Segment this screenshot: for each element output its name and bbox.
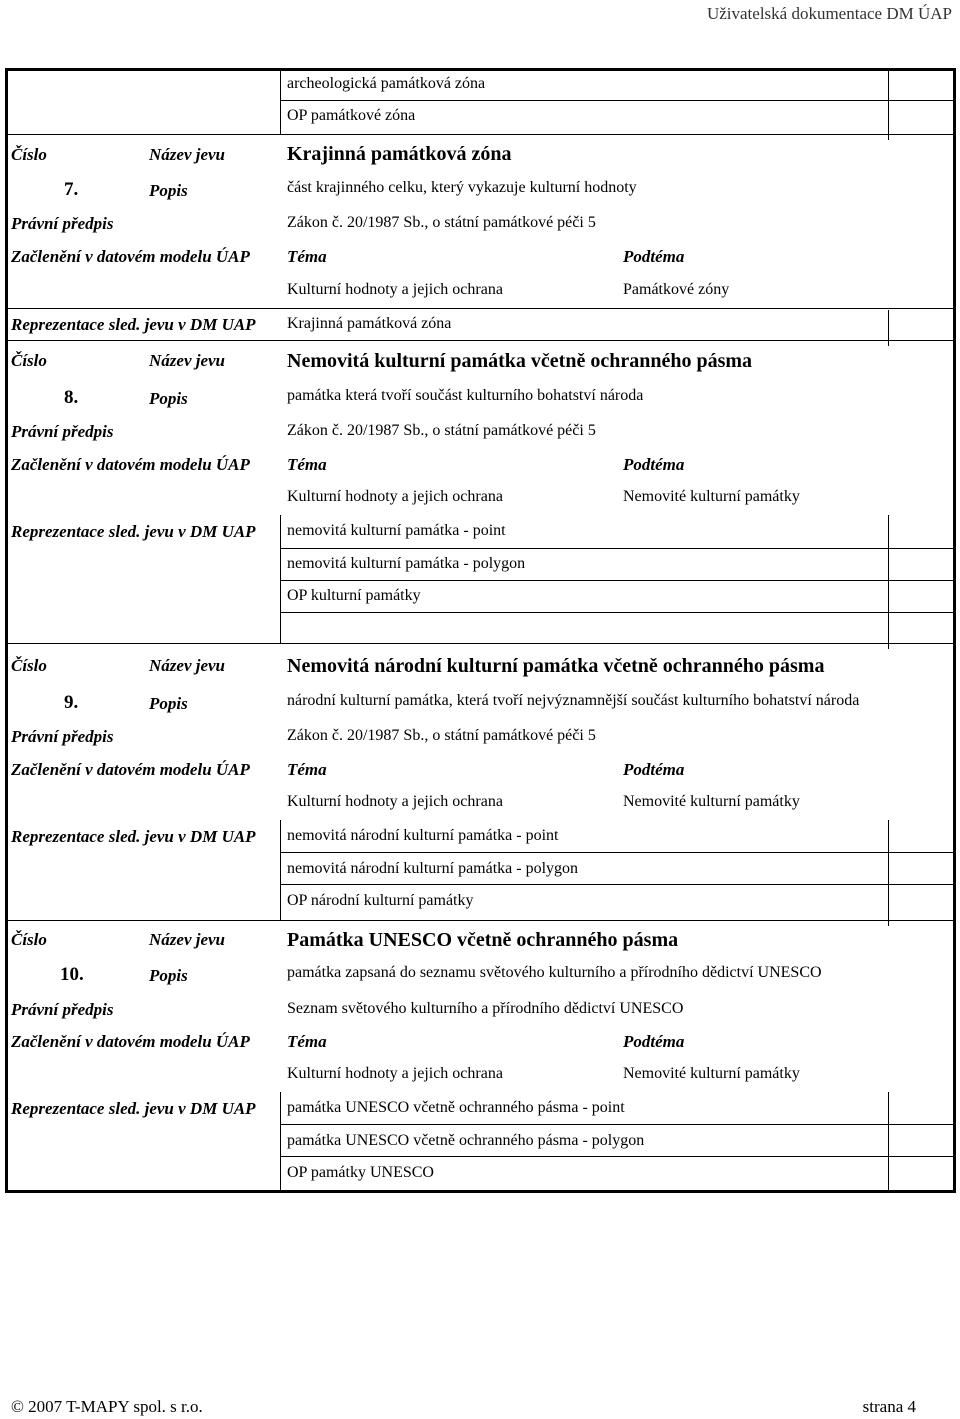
entry-representation: památka UNESCO včetně ochranného pásma - polygon [287,1132,645,1149]
label-cislo: Číslo [11,656,47,675]
column-divider [888,310,889,340]
entry-representation: nemovitá národní kulturní památka - polygon [287,860,579,877]
row-divider [280,612,955,613]
row-divider [280,100,955,101]
label-reprezentace: Reprezentace sled. jevu v DM UAP [11,522,256,541]
label-zacleneni: Začlenění v datovém modelu ÚAP [11,1032,250,1051]
label-popis: Popis [149,694,188,713]
label-pravni: Právní předpis [11,422,114,441]
entry-law: Zákon č. 20/1987 Sb., o státní památkové péči 5 [287,214,596,231]
entry-representation: OP národní kulturní památky [287,892,474,909]
label-podtema: Podtéma [623,247,685,266]
footer-page-number: strana 4 [862,1397,916,1416]
entry-number: 10. [60,964,84,985]
entry-representation: nemovitá kulturní památka - polygon [287,555,526,572]
entry-name: Nemovitá kulturní památka včetně ochranného pásma [287,350,753,372]
row-divider [5,643,956,644]
column-divider [888,820,889,920]
entry-description: památka zapsaná do seznamu světového kulturního a přírodního dědictví UNESCO [287,964,822,981]
label-reprezentace: Reprezentace sled. jevu v DM UAP [11,827,256,846]
top-row: archeologická památková zóna [287,75,486,92]
entry-law: Zákon č. 20/1987 Sb., o státní památkové péči 5 [287,422,596,439]
label-reprezentace: Reprezentace sled. jevu v DM UAP [11,1099,256,1118]
entry-name: Nemovitá národní kulturní památka včetně ochranného pásma [287,655,825,677]
label-podtema: Podtéma [623,455,685,474]
cell-tick [888,920,889,926]
entry-name: Krajinná památková zóna [287,143,512,165]
label-nazev: Název jevu [149,930,226,949]
column-divider [280,68,281,134]
column-divider [280,820,281,920]
entry-representation: nemovitá národní kulturní památka - point [287,827,559,844]
label-podtema: Podtéma [623,760,685,779]
label-podtema: Podtéma [623,1032,685,1051]
column-divider [888,515,889,643]
row-divider [280,1124,955,1125]
entry-law: Zákon č. 20/1987 Sb., o státní památkové péči 5 [287,727,596,744]
entry-tema: Kulturní hodnoty a jejich ochrana [287,793,503,810]
entry-tema: Kulturní hodnoty a jejich ochrana [287,1065,503,1082]
label-nazev: Název jevu [149,351,226,370]
entry-description: národní kulturní památka, která tvoří nejvýznamnější součást kulturního bohatství národa [287,692,860,709]
entry-representation: památka UNESCO včetně ochranného pásma - point [287,1099,625,1116]
entry-name: Památka UNESCO včetně ochranného pásma [287,929,679,951]
row-divider [280,884,955,885]
label-tema: Téma [287,247,327,266]
entry-description: část krajinného celku, který vykazuje kulturní hodnoty [287,179,637,196]
entry-tema: Kulturní hodnoty a jejich ochrana [287,488,503,505]
row-divider [280,548,955,549]
footer-copyright: © 2007 T-MAPY spol. s r.o. [11,1397,203,1416]
column-divider [280,1092,281,1190]
label-popis: Popis [149,181,188,200]
row-divider [5,920,956,921]
label-pravni: Právní předpis [11,214,114,233]
label-cislo: Číslo [11,930,47,949]
entry-podtema: Nemovité kulturní památky [623,488,800,505]
label-tema: Téma [287,455,327,474]
entry-law: Seznam světového kulturního a přírodního dědictví UNESCO [287,1000,684,1017]
column-divider [888,1092,889,1190]
label-pravni: Právní předpis [11,727,114,746]
label-nazev: Název jevu [149,145,226,164]
cell-tick [888,643,889,649]
label-nazev: Název jevu [149,656,226,675]
entry-number: 8. [64,387,79,408]
entry-number: 7. [64,179,79,200]
label-zacleneni: Začlenění v datovém modelu ÚAP [11,455,250,474]
label-tema: Téma [287,760,327,779]
label-tema: Téma [287,1032,327,1051]
label-popis: Popis [149,966,188,985]
label-cislo: Číslo [11,145,47,164]
entry-number: 9. [64,692,79,713]
row-divider [280,1156,955,1157]
cell-tick [888,134,889,140]
row-divider [5,340,956,341]
label-popis: Popis [149,389,188,408]
document-table [5,68,956,1193]
entry-tema: Kulturní hodnoty a jejich ochrana [287,281,503,298]
entry-representation: OP kulturní památky [287,587,421,604]
label-zacleneni: Začlenění v datovém modelu ÚAP [11,247,250,266]
top-row: OP památkové zóna [287,107,416,124]
row-divider [5,134,956,135]
entry-podtema: Nemovité kulturní památky [623,793,800,810]
entry-podtema: Památkové zóny [623,281,730,298]
column-divider [888,68,889,134]
entry-representation: OP památky UNESCO [287,1164,434,1181]
row-divider [5,308,956,309]
entry-representation: nemovitá kulturní památka - point [287,522,506,539]
column-divider [280,515,281,643]
label-cislo: Číslo [11,351,47,370]
entry-podtema: Nemovité kulturní památky [623,1065,800,1082]
label-pravni: Právní předpis [11,1000,114,1019]
entry-representation: Krajinná památková zóna [287,315,452,332]
row-divider [280,580,955,581]
label-zacleneni: Začlenění v datovém modelu ÚAP [11,760,250,779]
entry-description: památka která tvoří součást kulturního bohatství národa [287,387,644,404]
cell-tick [888,340,889,346]
row-divider [280,852,955,853]
label-reprezentace: Reprezentace sled. jevu v DM UAP [11,315,256,334]
page-header: Uživatelská dokumentace DM ÚAP [706,4,952,23]
